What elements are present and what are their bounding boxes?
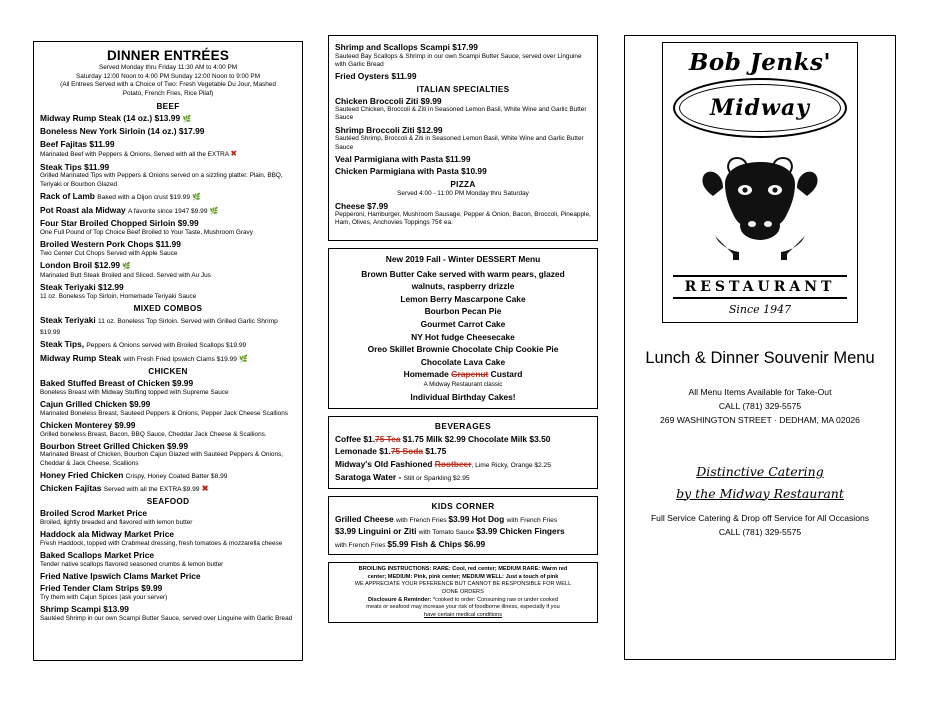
menu-item-sub: 11 oz. Boneless Top Sirloin. Served with Grilled Garlic Shrimp $19.99 xyxy=(40,317,278,337)
menu-item-name: Honey Fried Chicken xyxy=(40,470,124,481)
menu-item-sub: A favorite since 1947 $9.99 xyxy=(127,207,208,215)
menu-item xyxy=(40,260,296,272)
street-address: 269 WASHINGTON STREET · DEDHAM, MA 02026 xyxy=(660,414,860,425)
menu-item-name: Baked Stuffed Breast of Chicken $9.99 xyxy=(40,378,194,389)
beverage-pre: Midway's Old Fashioned xyxy=(335,458,435,469)
menu-item-desc: One Full Pound of Top Choice Beef Broiled to Your Taste, Mushroom Gravy xyxy=(40,228,253,236)
leaf-icon: 🌿 xyxy=(209,207,219,215)
beverage-struck: 75 Soda xyxy=(390,446,423,457)
menu-item xyxy=(335,166,591,177)
menu-item-desc-text: Marinated Beef with Peppers & Onions, Served with all the EXTRA xyxy=(40,151,229,159)
menu-item-name: Cajun Grilled Chicken $9.99 xyxy=(40,399,151,410)
beverage-post: , Lime Ricky, Orange $2.25 xyxy=(471,461,551,469)
beverages-title: BEVERAGES xyxy=(434,420,492,431)
specialties-panel xyxy=(328,35,598,241)
phone-number-primary[interactable]: CALL (781) 329-5575 xyxy=(718,400,802,411)
menu-item xyxy=(335,96,591,107)
menu-item xyxy=(40,529,296,540)
dinner-hours-line-2: Saturday 12:00 Noon to 4:00 PM Sunday 12:00 Noon to 9:00 PM xyxy=(75,72,261,80)
pizza-hours: Served 4:00 - 11:00 PM Monday thru Saturday xyxy=(397,189,529,197)
menu-item xyxy=(40,113,296,125)
menu-item-name: Shrimp Broccoli Ziti $12.99 xyxy=(335,124,443,135)
grapenut-struck: Grapenut xyxy=(451,369,489,380)
menu-item xyxy=(40,126,296,137)
menu-item xyxy=(335,71,591,82)
menu-item-desc: Sauteed Chicken, Broccoli & Ziti in Seasoned Lemon Basil, White Wine and Garlic Butter Sauce xyxy=(335,106,587,122)
menu-item xyxy=(335,154,591,165)
dessert-line: Brown Butter Cake served with warm pears, glazed xyxy=(361,268,565,279)
chicken-heading: CHICKEN xyxy=(148,367,188,377)
beverages-panel xyxy=(328,416,598,489)
disclosure-line: meats or seafood may increase your risk of foodborne illness, especially if you xyxy=(366,604,560,611)
leaf-icon: 🌿 xyxy=(192,193,202,201)
menu-item xyxy=(40,378,296,389)
menu-item xyxy=(40,470,296,481)
beverage-post: $1.75 Milk $2.99 Chocolate Milk $3.50 xyxy=(400,433,551,444)
menu-item-sub: Peppers & Onions served with Broiled Scallops $19.99 xyxy=(86,342,247,350)
strike-mark-icon: ✖ xyxy=(201,484,209,494)
menu-item-desc xyxy=(40,149,296,159)
kids-line xyxy=(335,538,591,551)
since-year: Since 1947 xyxy=(728,303,792,316)
dessert-line: Chocolate Lava Cake xyxy=(420,356,506,367)
beverage-line xyxy=(335,471,591,484)
phone-number-catering[interactable]: CALL (781) 329-5575 xyxy=(718,526,802,537)
broiling-line: WE APPRECIATE YOUR PEFERENCE BUT CANNOT BE RESPONSIBLE FOR WELL xyxy=(354,581,572,588)
menu-item xyxy=(335,42,591,53)
menu-item xyxy=(40,139,296,150)
menu-item-desc: Sautéed Shrimp, Broccoli & Ziti in Seasoned Lemon Basil, White Wine and Garlic Butter Sauce xyxy=(335,135,584,151)
beverage-post: Still or Sparkling $2.95 xyxy=(403,474,470,482)
menu-item-name: Shrimp and Scallops Scampi $17.99 xyxy=(335,42,478,52)
catering-title-line-1: Distinctive Catering xyxy=(696,464,824,480)
seafood-heading: SEAFOOD xyxy=(146,497,190,507)
menu-item-name: Shrimp Scampi $13.99 xyxy=(40,604,129,615)
menu-item-name: Cheese $7.99 xyxy=(335,200,389,211)
kids-line xyxy=(335,513,591,526)
menu-item-desc: Sauteed Bay Scallops & Shrimp in our own Scampi Butter Sauce, served over Linguine with Garlic Bread xyxy=(335,52,582,68)
menu-item-name: Chicken Parmigiana with Pasta $10.99 xyxy=(335,166,487,177)
leaf-icon: 🌿 xyxy=(182,115,192,123)
beverage-post: $1.75 xyxy=(422,446,447,457)
menu-item-desc: Try them with Cajun Spices (ask your server) xyxy=(40,593,168,601)
kids-b2: $3.99 Chicken Fingers xyxy=(476,526,565,537)
beverage-struck: Rootbeer xyxy=(434,458,472,469)
middle-column xyxy=(328,35,598,623)
souvenir-menu-title: Lunch & Dinner Souvenir Menu xyxy=(645,349,875,367)
dessert-title: New 2019 Fall - Winter DESSERT Menu xyxy=(385,254,541,264)
menu-item-name: Veal Parmigiana with Pasta $11.99 xyxy=(335,153,471,164)
broiling-line: DONE ORDERS xyxy=(442,588,484,595)
menu-item-desc: 11 oz. Boneless Top Sirloin, Homemade Teriyaki Sauce xyxy=(40,292,197,300)
menu-item-name: Boneless New York Sirloin (14 oz.) $17.99 xyxy=(40,126,205,137)
menu-item xyxy=(40,239,296,250)
menu-item-name: Midway Rump Steak (14 oz.) $13.99 xyxy=(40,112,181,123)
grapenut-prefix: Homemade xyxy=(403,369,452,380)
leaf-icon: 🌿 xyxy=(122,263,132,271)
menu-item-desc: Tender native scallops flavored seasoned crumbs & lemon butter xyxy=(40,560,224,568)
menu-item-name: Beef Fajitas $11.99 xyxy=(40,138,115,149)
disclosure-label: Disclosure & Reminder: xyxy=(368,596,432,603)
broiling-instructions-panel xyxy=(328,562,598,623)
kids-line xyxy=(335,525,591,538)
menu-item xyxy=(335,125,591,136)
kids-corner-title: KIDS CORNER xyxy=(431,500,495,511)
menu-item xyxy=(40,315,296,337)
beverage-line xyxy=(335,458,591,471)
menu-item xyxy=(40,339,296,350)
kids-b1: $3.99 Linguini or Ziti xyxy=(335,526,419,537)
kids-s1: with French Fries xyxy=(335,541,388,549)
menu-item-name: Chicken Broccoli Ziti $9.99 xyxy=(335,95,442,106)
menu-item-name: London Broil $12.99 xyxy=(40,260,121,271)
birthday-cakes-line: Individual Birthday Cakes! xyxy=(410,392,516,403)
menu-item xyxy=(40,205,296,217)
menu-item xyxy=(40,162,296,173)
italian-specialties-heading: ITALIAN SPECIALTIES xyxy=(416,84,510,94)
grapenut-suffix: Custard xyxy=(488,369,523,380)
dessert-classic-note: A Midway Restaurant classic xyxy=(423,381,503,389)
dessert-line: Bourbon Pecan Pie xyxy=(424,306,502,317)
dinner-hours-line-4: Potato, French Fries, Rice Pilaf) xyxy=(122,89,214,97)
kids-b2: $3.99 Hot Dog xyxy=(448,513,507,524)
midway-oval-inner xyxy=(679,84,841,132)
brand-name: Bob Jenks' xyxy=(688,49,832,76)
broiling-line: center; MEDIUM: Pink, pink center; MEDIUM WELL: Just a touch of pink xyxy=(367,573,559,580)
midway-oval-logo xyxy=(673,78,847,138)
menu-item xyxy=(40,550,296,561)
menu-item-desc: Sautéed Shrimp in our own Scampi Butter Sauce, served over Linguine with Garlic Bread xyxy=(40,614,293,622)
catering-title-line-2: by the Midway Restaurant xyxy=(676,485,844,501)
menu-item-name: Bourbon Street Grilled Chicken $9.99 xyxy=(40,440,188,451)
menu-item-name: Baked Scallops Market Price xyxy=(40,550,155,561)
beverage-pre: Coffee $1. xyxy=(335,433,376,444)
menu-item xyxy=(40,604,296,615)
menu-item-desc: Grilled Marinated Tips with Peppers & Onions served on a sizzling platter. Plain, BBQ, Teriyaki or Bourbon Glazed xyxy=(40,172,283,188)
menu-item-desc: Marinated Boneless Breast, Sauteed Peppers & Onions, Pepper Jack Cheese Scallions xyxy=(40,409,288,417)
catering-services-note: Full Service Catering & Drop off Service for All Occasions xyxy=(650,512,870,523)
dessert-line: Lemon Berry Mascarpone Cake xyxy=(400,293,526,304)
menu-item-name: Fried Oysters $11.99 xyxy=(335,71,417,82)
menu-item-desc: Marinated Butt Steak Broiled and Sliced. Served with Au Jus xyxy=(40,271,211,279)
midway-wordmark: Midway xyxy=(709,95,811,121)
leaf-icon: 🌿 xyxy=(239,355,248,363)
beverage-line xyxy=(335,433,591,446)
cover-panel xyxy=(624,35,896,660)
strike-mark-icon: ✖ xyxy=(230,149,238,159)
menu-item-name: Steak Tips $11.99 xyxy=(40,161,110,172)
kids-b1: Grilled Cheese xyxy=(335,513,396,524)
menu-item-name: Steak Teriyaki $12.99 xyxy=(40,282,124,293)
menu-item xyxy=(40,508,296,519)
menu-item-name: Pot Roast ala Midway xyxy=(40,204,126,215)
menu-item-name: Four Star Broiled Chopped Sirloin $9.99 xyxy=(40,218,199,229)
beverage-struck: 75 Tea xyxy=(375,433,401,444)
menu-item-sub: Served with all the EXTRA $9.99 xyxy=(103,486,200,494)
dinner-entrees-panel xyxy=(33,41,303,661)
kids-corner-panel xyxy=(328,496,598,556)
dinner-entrees-title: DINNER ENTRÉES xyxy=(106,48,230,63)
menu-item xyxy=(40,191,296,203)
pizza-toppings-desc: Pepperoni, Hamburger, Mushroom Sausage, Pepper & Onion, Bacon, Broccoli, Pineapple, Ham, Olives, Anchovies Toppings 75¢ ea. xyxy=(335,211,591,227)
menu-item-name: Midway Rump Steak xyxy=(40,352,121,363)
menu-item xyxy=(40,282,296,293)
menu-item-sub: with Fresh Fried Ipswich Clams $19.99 xyxy=(123,355,237,363)
kids-s1: with Tomato Sauce xyxy=(418,529,477,537)
menu-item-sub: Crispy, Honey Coated Batter $8.99 xyxy=(125,473,228,481)
menu-item xyxy=(40,218,296,229)
menu-item-name: Rack of Lamb xyxy=(40,190,95,201)
beverage-pre: Saratoga Water - xyxy=(335,471,404,482)
menu-item-desc: Fresh Haddock, topped with Crabmeat dressing, fresh tomatoes & mozzarella cheese xyxy=(40,539,283,547)
menu-item xyxy=(40,441,296,452)
dessert-line: NY Hot fudge Cheesecake xyxy=(411,331,515,342)
logo-card xyxy=(662,42,858,323)
mixed-combos-heading: MIXED COMBOS xyxy=(133,303,203,313)
disclosure-line: have certain medical conditions xyxy=(423,611,503,618)
menu-item xyxy=(40,583,296,594)
menu-item-name: Chicken Monterey $9.99 xyxy=(40,420,136,431)
takeout-note: All Menu Items Available for Take-Out xyxy=(688,387,832,397)
kids-b2: $5.99 Fish & Chips $6.99 xyxy=(387,538,486,549)
menu-item-name: Steak Tips, xyxy=(40,339,85,350)
restaurant-wordmark: RESTAURANT xyxy=(673,275,847,299)
dessert-panel xyxy=(328,248,598,409)
menu-item-desc: Grilled boneless Breast, Bacon, BBQ Sauce, Cheddar Jack Cheese & Scallions. xyxy=(40,430,267,438)
beverage-pre: Lemonade $1. xyxy=(335,446,391,457)
menu-item-desc: Marinated Breast of Chicken, Bourbon Cajun Glazed with Sautéed Peppers & Onions, Cheddar & Jack Cheese, Scallions xyxy=(40,451,283,467)
menu-item-name: Haddock ala Midway Market Price xyxy=(40,529,175,540)
menu-item-sub: Baked with a Dijon crust $19.99 xyxy=(97,193,190,201)
disclosure-text: *cooked to order: Consuming raw or under cooked xyxy=(431,596,558,603)
dessert-line: Oreo Skillet Brownie Chocolate Chip Cookie Pie xyxy=(367,344,559,355)
menu-item-desc: Broiled, lightly breaded and flavored with lemon butter xyxy=(40,518,193,526)
kids-s1: with French Fries xyxy=(395,516,449,524)
menu-item xyxy=(40,399,296,410)
dinner-hours-line-1: Served Monday thru Friday 11:30 AM to 4:00 PM xyxy=(98,64,238,71)
menu-item-desc: Boneless Breast with Midway Stuffing topped with Supreme Sauce xyxy=(40,388,229,396)
pizza-heading: PIZZA xyxy=(450,179,476,189)
dessert-grapenut-line xyxy=(335,368,591,381)
broiling-line: BROILING INSTRUCTIONS: RARE: Cool, red center; MEDIUM RARE: Warm red xyxy=(358,566,568,573)
menu-item-name: Fried Native Ipswich Clams Market Price xyxy=(40,570,201,581)
beef-heading: BEEF xyxy=(156,101,180,111)
menu-item xyxy=(40,420,296,431)
dessert-line: Gourmet Carrot Cake xyxy=(420,319,506,330)
menu-item-name: Chicken Fajitas xyxy=(40,483,102,494)
kids-s2: with French Fries xyxy=(506,516,558,524)
menu-item xyxy=(40,483,296,494)
menu-item-name: Fried Tender Clam Strips $9.99 xyxy=(40,583,163,594)
menu-item-name: Steak Teriyaki xyxy=(40,314,96,325)
disclosure-line xyxy=(333,597,593,605)
dessert-line: walnuts, raspberry drizzle xyxy=(411,281,515,292)
menu-item-name: Broiled Western Pork Chops $11.99 xyxy=(40,239,181,250)
cow-illustration-icon xyxy=(685,144,835,264)
beverage-line xyxy=(335,445,591,458)
menu-item xyxy=(335,201,591,212)
menu-item xyxy=(40,353,296,365)
dinner-hours-line-3: (All Entrees Served with a Choice of Two: Fresh Vegetable Du Jour, Mashed xyxy=(60,81,276,89)
menu-item-desc: Two Center Cut Chops Served with Apple Sauce xyxy=(40,249,178,257)
menu-item xyxy=(40,571,296,582)
menu-item-name: Broiled Scrod Market Price xyxy=(40,508,148,519)
